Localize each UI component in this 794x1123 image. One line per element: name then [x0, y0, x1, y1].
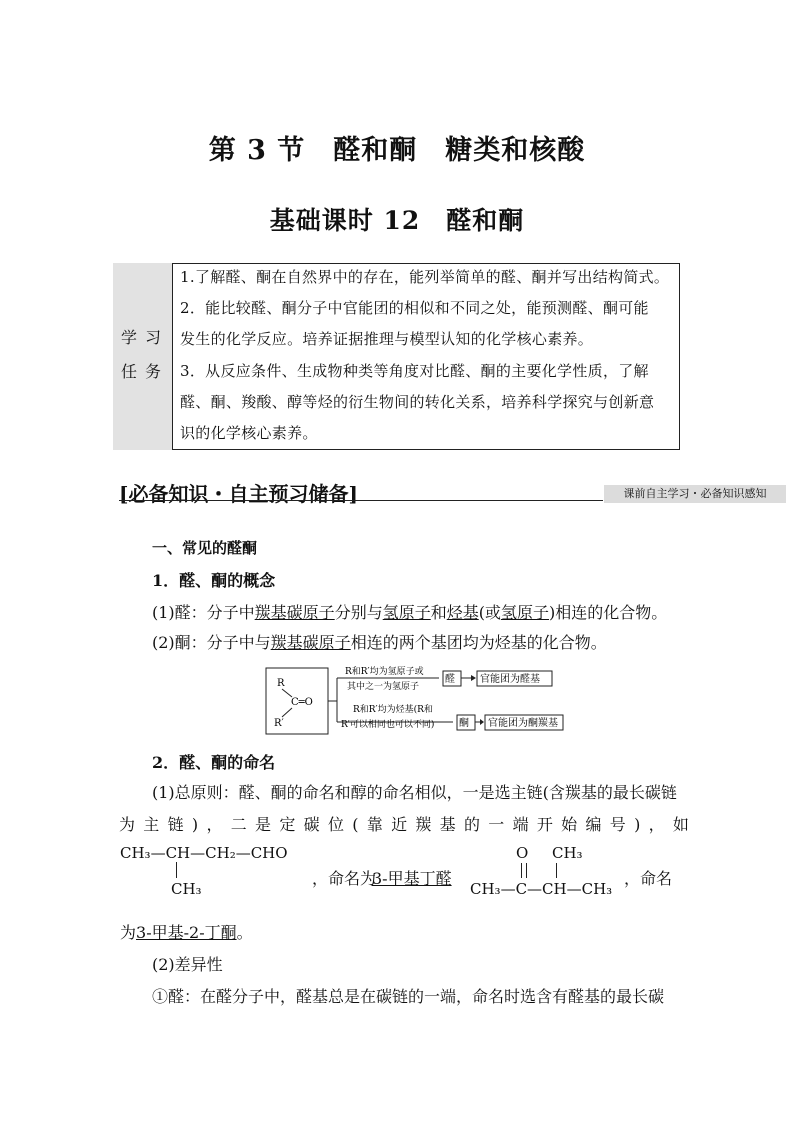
formula-2-oxygen: O	[516, 844, 529, 862]
name-3-methylbutanal: 3-甲基丁醛	[372, 869, 452, 888]
ketone-condition-1: R和R′均为烃基(R和	[353, 705, 433, 715]
section-tag: 课前自主学习・必备知识感知	[604, 485, 786, 503]
ketone-definition: (2)酮：分子中与羰基碳原子相连的两个基团均为烃基的化合物。	[152, 633, 607, 652]
aldehyde-condition-2: 其中之一为氢原子	[347, 682, 420, 692]
formula-2-bond	[556, 863, 557, 878]
formula-3-methylbutanal-main: CH₃—CH—CH₂—CHO	[120, 844, 288, 862]
heading-naming: 2．醛、酮的命名	[152, 753, 276, 772]
lesson-title: 基础课时 12 醛和酮	[269, 206, 525, 235]
aldehyde-definition: (1)醛：分子中羰基碳原子分别与氢原子和烃基(或氢原子)相连的化合物。	[152, 603, 668, 622]
aldehyde-ketone-classification-diagram	[265, 664, 565, 736]
formula-1-bond	[176, 862, 177, 878]
naming-rule-line1: (1)总原则：醛、酮的命名和醇的命名相似，一是选主链(含羰基的最长碳链	[152, 783, 677, 802]
task-label-line2: 任务	[121, 362, 170, 381]
named-as-label-1: ，命名为	[312, 869, 377, 888]
aldehyde-condition-1: R和R′均为氢原子或	[345, 667, 424, 677]
carbonyl-group: C═O	[291, 697, 313, 708]
r-group-top: R	[277, 678, 285, 689]
ketone-box-label: 酮	[459, 718, 469, 729]
ketone-result: 官能团为酮羰基	[488, 718, 558, 729]
formula-3-methyl-2-butanone-main: CH₃—C—CH—CH₃	[470, 880, 613, 898]
ketone-condition-2: R′可以相同也可以不同)	[341, 720, 435, 730]
aldehyde-result: 官能团为醛基	[480, 674, 540, 685]
learning-task-label-cell	[113, 263, 173, 450]
task-line: 2．能比较醛、酮分子中官能团的相似和不同之处，能预测醛、酮可能	[180, 299, 649, 317]
named-as-label-2: ，命名	[624, 869, 673, 888]
formula-3-methylbutanal-branch: CH₃	[171, 880, 202, 898]
heading-concepts: 1．醛、酮的概念	[152, 571, 276, 590]
task-line: 醛、酮、羧酸、醇等烃的衍生物间的转化关系，培养科学探究与创新意	[180, 393, 655, 411]
r-group-bottom: R′	[274, 718, 284, 729]
name-line: 为3-甲基-2-丁酮。	[120, 923, 253, 942]
name-3-methyl-2-butanone: 3-甲基-2-丁酮	[136, 923, 237, 942]
task-line: 识的化学核心素养。	[180, 424, 318, 442]
difference-aldehyde: ①醛：在醛分子中，醛基总是在碳链的一端，命名时选含有醛基的最长碳	[152, 987, 665, 1006]
heading-differences: (2)差异性	[152, 955, 223, 974]
section-title: 第 3 节 醛和酮 糖类和核酸	[208, 135, 586, 166]
formula-2-methyl: CH₃	[552, 844, 583, 862]
task-line: 1.了解醛、酮在自然界中的存在，能列举简单的醛、酮并写出结构简式。	[180, 268, 670, 286]
naming-rule-line2: 为主链)，二是定碳位(靠近羰基的一端开始编号)，如	[119, 815, 698, 834]
section-heading: [必备知识・自主预习储备]	[119, 482, 358, 506]
formula-2-double-bond	[521, 863, 527, 878]
task-line: 发生的化学反应。培养证据推理与模型认知的化学核心素养。	[180, 330, 594, 348]
aldehyde-box-label: 醛	[445, 674, 455, 685]
task-label-line1: 学习	[121, 328, 170, 347]
task-line: 3．从反应条件、生成物种类等角度对比醛、酮的主要化学性质，了解	[180, 362, 649, 380]
heading-common-aldehydes-ketones: 一、常见的醛酮	[152, 539, 258, 557]
section-rule	[119, 500, 603, 501]
